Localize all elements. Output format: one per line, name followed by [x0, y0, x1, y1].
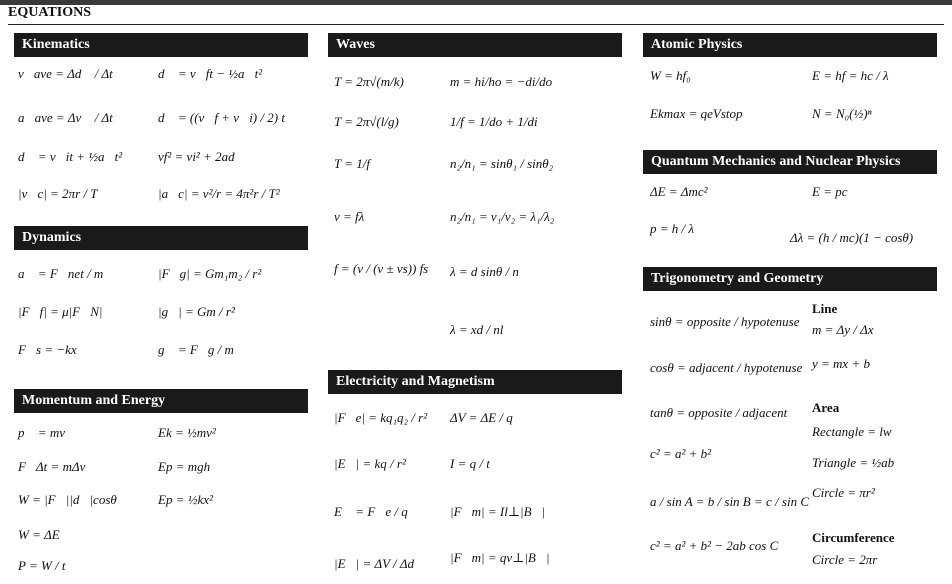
equation: T = 2π√(l/g) — [334, 114, 399, 129]
equation: W = hf₀ — [650, 68, 691, 83]
equation: E⃗ = F⃗e / q — [334, 504, 408, 519]
line-heading: Line — [812, 301, 838, 316]
equation: |a⃗c| = v²/r = 4π²r / T² — [158, 186, 280, 201]
equation: a⃗ave = Δv⃗ / Δt — [18, 110, 113, 125]
equation: W = ΔE — [18, 527, 60, 542]
equation: Ep = ½kx² — [158, 492, 213, 507]
equation: F⃗s = −kx⃗ — [18, 342, 87, 357]
equation: f = (v / (v ± vs)) fs — [334, 261, 429, 276]
equation: 1/f = 1/do + 1/di — [450, 114, 538, 129]
section-header-quantum-nuclear: Quantum Mechanics and Nuclear Physics — [643, 150, 937, 174]
circumference-heading: Circumference — [812, 530, 895, 545]
equation: I = q / t — [450, 456, 490, 471]
equation: p⃗ = mv⃗ — [18, 425, 76, 440]
equation: |F⃗m| = Il⊥|B⃗| — [450, 504, 546, 519]
equation: F⃗Δt = mΔv⃗ — [18, 459, 96, 474]
equation: c² = a² + b² − 2ab cos C — [650, 538, 779, 553]
equation: p = h / λ — [650, 221, 695, 236]
equation: d⃗ = v⃗it + ½a⃗t² — [18, 149, 123, 164]
equation: Circle = 2πr — [812, 552, 878, 567]
equation: m = Δy / Δx — [812, 322, 874, 337]
page-title: EQUATIONS — [8, 5, 91, 20]
section-header-dynamics: Dynamics — [14, 226, 308, 250]
equation: sinθ = opposite / hypotenuse — [650, 314, 800, 329]
equation: g⃗ = F⃗g / m — [158, 342, 234, 357]
equation: n₂/n₁ = v₁/v₂ = λ₁/λ₂ — [450, 209, 555, 224]
equation: Ep = mgh — [158, 459, 211, 474]
equation: |F⃗g| = Gm₁m₂ / r² — [158, 266, 262, 281]
equation: T = 1/f — [334, 156, 370, 171]
title-divider — [8, 24, 944, 25]
equation: |F⃗e| = kq₁q₂ / r² — [334, 410, 428, 425]
equation: E = pc — [812, 184, 848, 199]
top-border — [0, 0, 952, 5]
equation: |E⃗| = ΔV / Δd — [334, 556, 415, 571]
equation: Rectangle = lw — [812, 424, 892, 439]
equation: a / sin A = b / sin B = c / sin C — [650, 494, 809, 509]
equation: |E⃗| = kq / r² — [334, 456, 406, 471]
equation: T = 2π√(m/k) — [334, 74, 404, 89]
equation: a⃗ = F⃗net / m — [18, 266, 104, 281]
equation: tanθ = opposite / adjacent — [650, 405, 788, 420]
equation: N = N₀(½)ⁿ — [812, 106, 872, 121]
area-heading: Area — [812, 400, 840, 415]
section-header-trig-geometry: Trigonometry and Geometry — [643, 267, 937, 291]
equation: |g⃗| = Gm / r² — [158, 304, 235, 319]
equation: n₂/n₁ = sinθ₁ / sinθ₂ — [450, 156, 554, 171]
section-header-waves: Waves — [328, 33, 622, 57]
equation: |F⃗f| = μ|F⃗N| — [18, 304, 103, 319]
equation: Δλ = (h / mc)(1 − cosθ) — [790, 230, 914, 245]
equation: m = hi/ho = −di/do — [450, 74, 553, 89]
equation: W = |F⃗||d⃗|cosθ — [18, 492, 117, 507]
equation: c² = a² + b² — [650, 446, 712, 461]
equation: v⃗ave = Δd⃗ / Δt — [18, 66, 113, 81]
section-header-atomic-physics: Atomic Physics — [643, 33, 937, 57]
equation: d⃗ = ((v⃗f + v⃗i) / 2) t — [158, 110, 285, 125]
section-header-electricity-magnetism: Electricity and Magnetism — [328, 370, 622, 394]
equation: v = fλ — [334, 209, 365, 224]
equation: λ = d sinθ / n — [450, 264, 519, 279]
equation: Ek = ½mv² — [158, 425, 216, 440]
equation: |F⃗m| = qv⊥|B⃗| — [450, 550, 550, 565]
equation: Circle = πr² — [812, 485, 875, 500]
equation: d⃗ = v⃗ft − ½a⃗t² — [158, 66, 263, 81]
equation: ΔE = Δmc² — [650, 184, 708, 199]
equation: ΔV = ΔE / q — [450, 410, 513, 425]
equation: |v⃗c| = 2πr / T — [18, 186, 98, 201]
equation: Triangle = ½ab — [812, 455, 895, 470]
equation: P = W / t — [18, 558, 66, 573]
equation: cosθ = adjacent / hypotenuse — [650, 360, 803, 375]
equation: Ekmax = qeVstop — [650, 106, 743, 121]
equation: λ = xd / nl — [450, 322, 504, 337]
section-header-momentum-energy: Momentum and Energy — [14, 389, 308, 413]
equation: y = mx + b — [812, 356, 870, 371]
equation: vf² = vi² + 2ad — [158, 149, 235, 164]
equation: E = hf = hc / λ — [812, 68, 889, 83]
section-header-kinematics: Kinematics — [14, 33, 308, 57]
